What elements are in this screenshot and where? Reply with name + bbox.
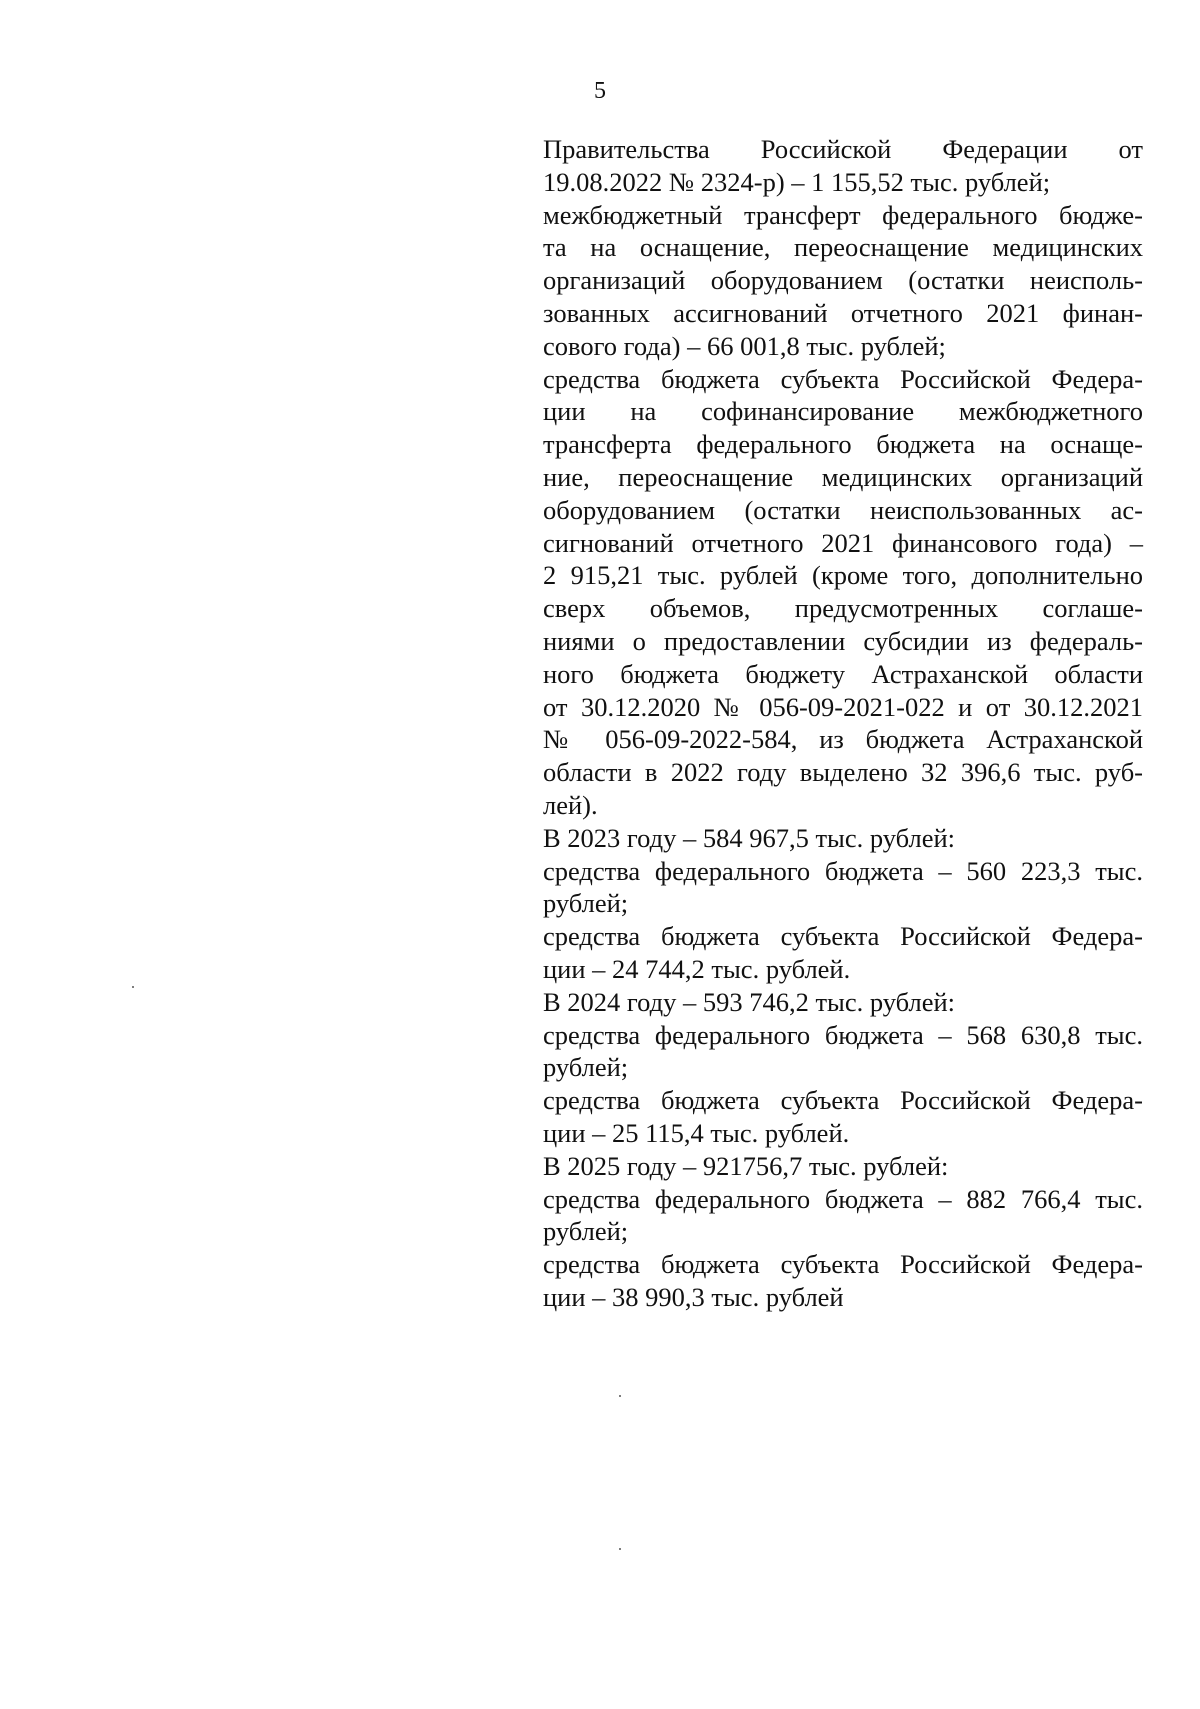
text-line: ции – 25 115,4 тыс. рублей.	[543, 1117, 850, 1148]
text-line: сверх объемов, предусмотренных соглаше-	[543, 593, 1143, 624]
text-line: средства бюджета субъекта Российской Федера-	[543, 363, 1143, 394]
text-line: оборудованием (остатки неиспользованных ас-	[543, 494, 1143, 525]
text-line: В 2025 году – 921756,7 тыс. рублей:	[543, 1150, 949, 1181]
text-line: ниями о предоставлении субсидии из федераль-	[543, 625, 1143, 656]
text-line: ного бюджета бюджету Астраханской области	[543, 658, 1143, 689]
text-line: 19.08.2022 № 2324-р) – 1 155,52 тыс. рублей;	[543, 166, 1051, 197]
scan-speck	[619, 1395, 621, 1397]
text-line: средства бюджета субъекта Российской Федера-	[543, 1085, 1143, 1116]
text-line: рублей;	[543, 888, 629, 919]
text-line: 2 915,21 тыс. рублей (кроме того, дополнительно	[543, 560, 1143, 591]
text-line: средства федерального бюджета – 882 766,4 тыс.	[543, 1183, 1143, 1214]
document-body	[543, 133, 1143, 1314]
text-line: Правительства Российской Федерации от	[543, 134, 1143, 164]
text-line: та на оснащение, переоснащение медицинских	[543, 232, 1143, 263]
text-line: ции на софинансирование межбюджетного	[543, 396, 1143, 427]
scan-speck	[619, 1548, 621, 1550]
text-line: сового года) – 66 001,8 тыс. рублей;	[543, 330, 946, 361]
text-line: средства бюджета субъекта Российской Федера-	[543, 921, 1143, 952]
text-line: от 30.12.2020 № 056-09-2021-022 и от 30.12.2021	[543, 691, 1143, 722]
text-line: ции – 38 990,3 тыс. рублей	[543, 1281, 844, 1312]
text-line: организаций оборудованием (остатки неисполь-	[543, 265, 1143, 296]
text-line: В 2023 году – 584 967,5 тыс. рублей:	[543, 822, 956, 853]
text-line: № 056-09-2022-584, из бюджета Астраханской	[543, 724, 1143, 755]
text-line: ние, переоснащение медицинских организаций	[543, 461, 1143, 492]
scan-speck	[132, 986, 134, 988]
text-line: средства федерального бюджета – 560 223,3 тыс.	[543, 855, 1143, 886]
text-line: средства бюджета субъекта Российской Федера-	[543, 1249, 1143, 1280]
text-line: ции – 24 744,2 тыс. рублей.	[543, 953, 851, 984]
text-line: области в 2022 году выделено 32 396,6 тыс. руб-	[543, 757, 1143, 788]
page-number: 5	[594, 78, 606, 104]
text-line: В 2024 году – 593 746,2 тыс. рублей:	[543, 986, 956, 1017]
text-line: межбюджетный трансферт федерального бюдже-	[543, 199, 1143, 230]
text-line: сигнований отчетного 2021 финансового года) –	[543, 527, 1143, 558]
text-line: трансферта федерального бюджета на оснаще-	[543, 429, 1143, 460]
text-line: рублей;	[543, 1216, 629, 1247]
text-line: рублей;	[543, 1052, 629, 1083]
text-line: зованных ассигнований отчетного 2021 финан-	[543, 297, 1143, 328]
text-line: средства федерального бюджета – 568 630,8 тыс.	[543, 1019, 1143, 1050]
text-line: лей).	[543, 789, 598, 820]
